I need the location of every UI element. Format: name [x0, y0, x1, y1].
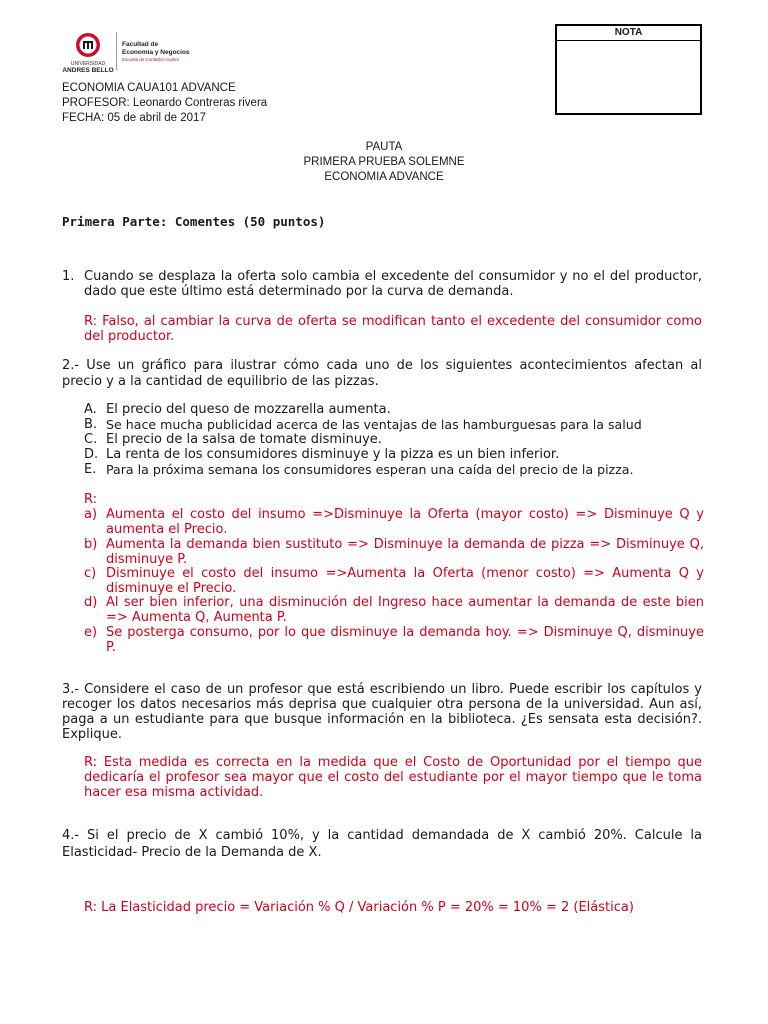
answer-text: Al ser bien inferior, una disminución del Ingreso hace aumentar la demanda de este bien => Aumenta Q, Aumenta P. — [106, 595, 704, 625]
answer-marker: c) — [84, 566, 97, 581]
answer-text: Se posterga consumo, por lo que disminuye la demanda hoy. => Disminuye Q, disminuye P. — [106, 625, 704, 655]
option-marker: A. — [84, 402, 97, 417]
answer-marker: e) — [84, 625, 98, 640]
professor-line: PROFESOR: Leonardo Contreras rivera — [62, 97, 268, 109]
section-heading: Primera Parte: Comentes (50 puntos) — [62, 214, 326, 229]
answer-marker: a) — [84, 507, 98, 522]
logo-faculty-line1: Facultad de — [122, 41, 159, 48]
question-2-answer-label: R: — [84, 492, 98, 507]
logo-faculty-line2: Economía y Negocios — [122, 49, 190, 56]
title-line3: ECONOMIA ADVANCE — [324, 171, 444, 183]
option-marker: B. — [84, 417, 98, 432]
question-4-answer: R: La Elasticidad precio = Variación % Q / Variación % P = 20% = 10% = 2 (Elástica) — [84, 900, 634, 915]
course-name: ECONOMIA CAUA101 ADVANCE — [62, 82, 236, 94]
grade-box — [555, 24, 702, 115]
question-2-text: 2.- Use un gráfico para ilustrar cómo cada uno de los siguientes acontecimientos afectan al precio y a la cantidad de equilibrio de las pizzas. — [62, 358, 702, 389]
question-3-text: 3.- Considere el caso de un profesor que está escribiendo un libro. Puede escribir los capítulos y recoger los datos necesarios más deprisa que cualquier otra persona de la universidad. Aun así, paga a un estudiante para que busque información en la biblioteca. ¿Es sensata esta decisión?. Explique. — [62, 682, 702, 742]
option-marker: D. — [84, 447, 99, 462]
title-line2: PRIMERA PRUEBA SOLEMNE — [303, 156, 465, 168]
date-line: FECHA: 05 de abril de 2017 — [62, 112, 206, 124]
option-marker: C. — [84, 432, 98, 447]
question-1-answer: R: Falso, al cambiar la curva de oferta se modifican tanto el excedente del consumidor como del productor. — [84, 314, 702, 344]
grade-box-label: NOTA — [557, 26, 700, 41]
answer-text: Disminuye el costo del insumo =>Aumenta la Oferta (menor costo) => Aumenta Q y disminuye el Precio. — [106, 566, 704, 596]
title-line1: PAUTA — [365, 141, 403, 153]
logo-university-label: UNIVERSIDAD — [70, 61, 106, 67]
answer-text: Aumenta la demanda bien sustituto => Disminuye la demanda de pizza => Disminuye Q, disminuye P. — [106, 537, 704, 567]
university-logo — [60, 30, 190, 74]
question-3-answer: R: Esta medida es correcta en la medida que el Costo de Oportunidad por el tiempo que dedicaría el profesor sea mayor que el costo del estudiante por el mayor tiempo que le toma hacer esa misma actividad. — [84, 755, 702, 800]
logo-university-name: ANDRES BELLO — [62, 67, 114, 74]
answer-text: Aumenta el costo del insumo =>Disminuye la Oferta (mayor costo) => Disminuye Q y aumenta el Precio. — [106, 507, 704, 537]
answer-marker: d) — [84, 595, 98, 610]
option-text: Para la próxima semana los consumidores esperan una caída del precio de la pizza. — [106, 462, 634, 477]
question-1-text: Cuando se desplaza la oferta solo cambia el excedente del consumidor y no el del productor, dado que este último está determinado por la curva de demanda. — [84, 269, 702, 299]
logo-faculty-line3: Escuela de Contador Auditor — [122, 57, 180, 62]
option-text: El precio de la salsa de tomate disminuye. — [106, 432, 382, 447]
option-text: El precio del queso de mozzarella aumenta. — [106, 402, 391, 417]
university-crest-icon — [74, 32, 102, 62]
option-marker: E. — [84, 462, 97, 477]
option-text: Se hace mucha publicidad acerca de las ventajas de las hamburguesas para la salud — [106, 417, 642, 432]
logo-divider — [116, 32, 117, 70]
answer-marker: b) — [84, 537, 98, 552]
option-text: La renta de los consumidores disminuye y la pizza es un bien inferior. — [106, 447, 560, 462]
question-4-text: 4.- Si el precio de X cambió 10%, y la cantidad demandada de X cambió 20%. Calcule la Elasticidad- Precio de la Demanda de X. — [62, 828, 702, 860]
question-1-number: 1. — [62, 269, 75, 284]
